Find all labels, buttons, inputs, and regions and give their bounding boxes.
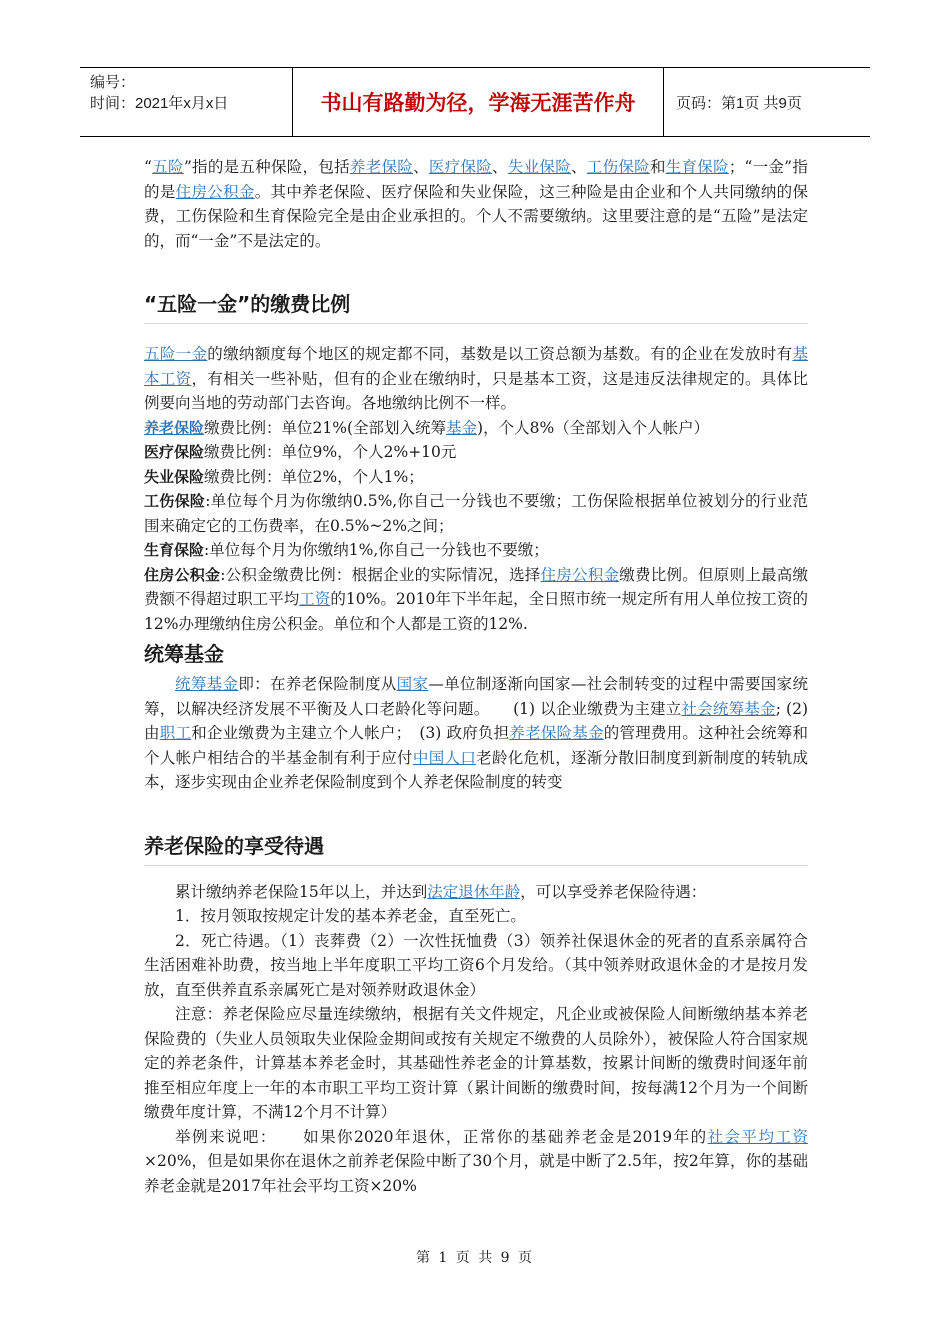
header-motto: 书山有路勤为径，学海无涯苦作舟 (292, 68, 664, 136)
rate-yiliao: 医疗保险缴费比例：单位9%，个人2%+10元 (144, 443, 457, 461)
link-yanglao[interactable]: 养老保险 (349, 158, 414, 176)
page-footer: 第 1 页 共 9 页 (415, 1250, 535, 1266)
link-gongjijin[interactable]: 住房公积金 (175, 182, 255, 201)
fund-paragraph: 统筹基金即：在养老保险制度从国家—单位制逐渐向国家—社会制转变的过程中需要国家统筹，以解决经济发展不平衡及人口老龄化等问题。 (1) 以企业缴费为主建立社会统筹基金; (2) 由职工和企业缴费为主建立个人帐户； (3) 政府负担养老保险基金的管理费用。这种社会统筹和个人帐户相结合的半基金制有利于应付中国人口老龄化危机，逐渐分散旧制度到新制度的转轨成本，逐步实现由企业养老保险制度到个人养老保险制度的转变 (144, 675, 808, 791)
link-zhigong[interactable]: 职工 (159, 724, 192, 742)
link-shehuipingjungongzi[interactable]: 社会平均工资 (707, 1127, 808, 1146)
link-gongshang[interactable]: 工伤保险 (586, 158, 650, 176)
header-meta (80, 68, 292, 136)
link-gongzi[interactable]: 工资 (299, 590, 331, 608)
link-yanglaojijin[interactable]: 养老保险基金 (509, 724, 604, 742)
link-yanglao-bold[interactable]: 养老保险 (144, 418, 205, 437)
section-title-fund: 统筹基金 (144, 642, 224, 666)
benefits-p1: 累计缴纳养老保险15年以上，并达到法定退休年龄，可以享受养老保险待遇： (175, 882, 707, 901)
benefits-p3: 2．死亡待遇。（1）丧葬费（2）一次性抚恤费（3）领养社保退休金的死者的直系亲属符合生活困难补助费，按当地上半年度职工平均工资6个月发给。（其中领养财政退休金的才是按月发放，直至供养直系亲属死亡是对领养财政退休金） (144, 931, 808, 999)
page-header (80, 67, 870, 137)
link-tongchoujijin[interactable]: 统筹基金 (175, 675, 239, 693)
benefits-p4: 注意：养老保险应尽量连续缴纳，根据有关文件规定，凡企业或被保险人间断缴纳基本养老保险费的（失业人员领取失业保险金期间或按有关规定不缴费的人员除外），被保险人符合国家规定的养老条件，计算基本养老金时，其基础性养老金的计算基数，按累计间断的缴费时间逐年前推至相应年度上一年的本市职工平均工资计算（累计间断的缴费时间，按每满12个月为一个间断缴费年度计算，不满12个月不计算） (144, 1005, 808, 1121)
link-gongjijin-2[interactable]: 住房公积金 (540, 565, 620, 584)
link-jibengongzi[interactable]: 基本工资 (144, 345, 808, 388)
link-shiye[interactable]: 失业保险 (507, 158, 571, 176)
rate-gongjijin: 住房公积金:公积金缴费比例：根据企业的实际情况，选择住房公积金缴费比例。但原则上最高缴费额不得超过职工平均工资的10%。2010年下半年起，全日照市统一规定所有用人单位按工资的12%办理缴纳住房公积金。单位和个人都是工资的12%. (144, 565, 808, 633)
link-yiliao[interactable]: 医疗保险 (428, 158, 493, 176)
link-shengyu[interactable]: 生育保险 (665, 158, 729, 176)
time-label: 时间：2021年x月x日 (90, 95, 229, 112)
link-tuixiunianling[interactable]: 法定退休年龄 (427, 882, 521, 901)
link-wuxian[interactable]: 五险 (151, 158, 184, 176)
intro-paragraph: “五险”指的是五种保险，包括养老保险、医疗保险、失业保险、工伤保险和生育保险；“一金”指的是住房公积金。其中养老保险、医疗保险和失业保险，这三种险是由企业和个人共同缴纳的保费，工伤保险和生育保险完全是由企业承担的。个人不需要缴纳。这里要注意的是“五险”是法定的，而“一金”不是法定的。 (144, 158, 808, 250)
benefits-p5: 举例来说吧： 如果你2020年退休，正常你的基础养老金是2019年的社会平均工资×20%，但是如果你在退休之前养老保险中断了30个月，就是中断了2.5年，按2年算，你的基础养老金就是2017年社会平均工资×20% (144, 1127, 808, 1195)
link-zhongguorenkou[interactable]: 中国人口 (412, 748, 477, 767)
rate-shiye: 失业保险缴费比例：单位2%，个人1%； (144, 467, 424, 486)
link-jijin[interactable]: 基金 (446, 418, 478, 437)
rate-gongshang: 工伤保险:单位每个月为你缴纳0.5%,你自己一分钱也不要缴；工伤保险根据单位被划分的行业范围来确定它的工伤费率，在0.5%~2%之间； (144, 492, 808, 535)
code-label: 编号： (90, 74, 136, 91)
benefits-p2: 1．按月领取按规定计发的基本养老金，直至死亡。 (175, 907, 526, 925)
link-shehuitongchou[interactable]: 社会统筹基金 (681, 699, 776, 718)
link-guojia[interactable]: 国家 (396, 675, 429, 693)
rate-yanglao: 养老保险缴费比例：单位21%(全部划入统筹基金)，个人8%（全部划入个人帐户） (144, 418, 710, 437)
section-title-benefits: 养老保险的享受待遇 (144, 833, 324, 858)
document-body (144, 155, 808, 1198)
rates-intro: 五险一金的缴纳额度每个地区的规定都不同，基数是以工资总额为基数。有的企业在发放时有基本工资，有相关一些补贴，但有的企业在缴纳时，只是基本工资，这是违反法律规定的。具体比例要向当地的劳动部门去咨询。各地缴纳比例不一样。 (144, 345, 808, 412)
link-wuxianyijin[interactable]: 五险一金 (144, 345, 208, 363)
rate-shengyu: 生育保险:单位每个月为你缴纳1%,你自己一分钱也不要缴； (144, 541, 549, 559)
header-page-info: 页码：第1页 共9页 (676, 94, 802, 112)
section-title-rates: “五险一金”的缴费比例 (144, 292, 351, 316)
